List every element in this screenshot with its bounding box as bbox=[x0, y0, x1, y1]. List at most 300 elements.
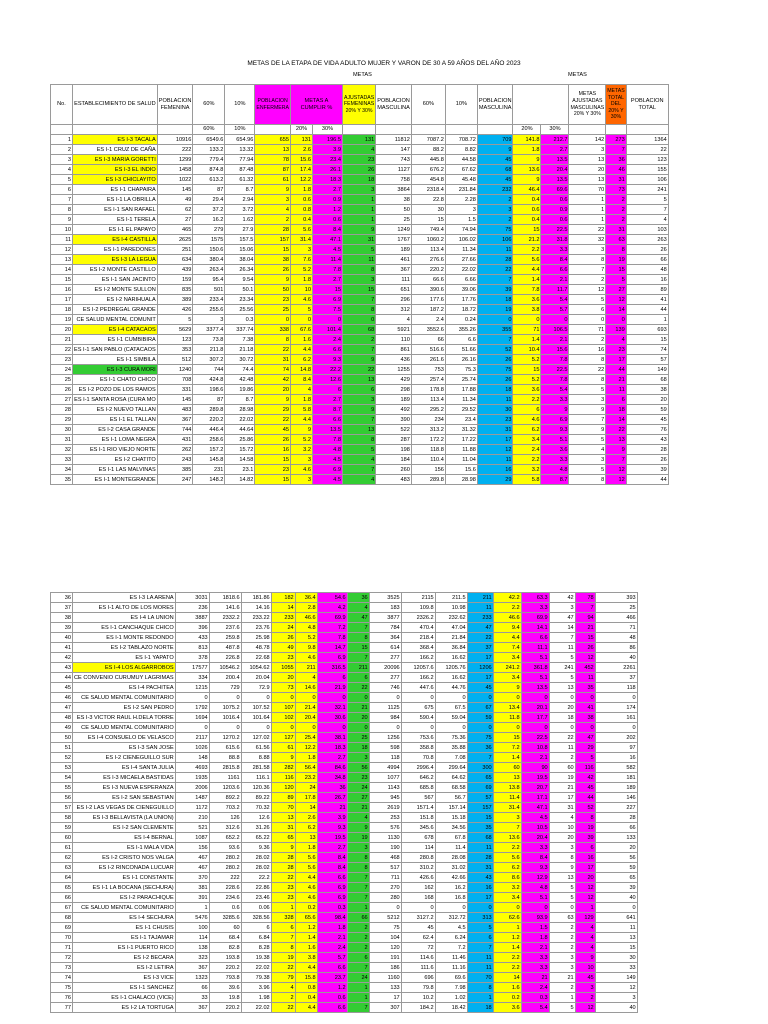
establecimiento-cell: ES I-3 CURA MORI bbox=[73, 365, 158, 375]
table-cell: 79.38 bbox=[241, 973, 271, 983]
table-cell: 3864 bbox=[376, 185, 412, 195]
table-cell: 779.4 bbox=[193, 155, 225, 165]
table-row bbox=[51, 425, 669, 435]
table-cell: 151.8 bbox=[401, 813, 435, 823]
table-cell: 11.4 bbox=[493, 793, 521, 803]
table-cell: 501 bbox=[193, 285, 225, 295]
table-cell: 14.58 bbox=[225, 455, 255, 465]
table-cell: 9.54 bbox=[225, 275, 255, 285]
table-cell: 24 bbox=[51, 365, 73, 375]
table-cell: 749.4 bbox=[411, 225, 445, 235]
table-cell: 675 bbox=[401, 703, 435, 713]
table-cell: 1087 bbox=[175, 833, 209, 843]
table-cell: 0.6 bbox=[312, 215, 342, 225]
table-cell: 289.8 bbox=[411, 475, 445, 485]
table-cell: 37 bbox=[51, 603, 73, 613]
table-cell: 61.56 bbox=[241, 743, 271, 753]
table-row bbox=[51, 275, 669, 285]
table-cell: 1.8 bbox=[295, 753, 317, 763]
table-cell: 228.6 bbox=[209, 883, 241, 893]
table-cell: 46.4 bbox=[513, 185, 541, 195]
table-cell: 2318.4 bbox=[411, 185, 445, 195]
table-cell: 8.6 bbox=[493, 873, 521, 883]
table-cell: 162 bbox=[401, 883, 435, 893]
table-cell: 1 bbox=[347, 903, 369, 913]
table-cell: 4.8 bbox=[295, 623, 317, 633]
table-cell: 6.24 bbox=[435, 933, 467, 943]
table-cell: 231.84 bbox=[445, 185, 477, 195]
table-cell: 6549.6 bbox=[193, 135, 225, 145]
table-cell: 2.7 bbox=[317, 753, 347, 763]
establecimiento-cell: ES I-1 CHUSIS bbox=[73, 923, 176, 933]
table-cell: 8 bbox=[347, 633, 369, 643]
table-cell: 22 bbox=[467, 633, 493, 643]
establecimiento-cell: ES I-2 PARACHIQUE bbox=[73, 893, 176, 903]
table-cell: 31.02 bbox=[435, 863, 467, 873]
establecimiento-cell: ES I-2 SAN SEBASTIAN bbox=[73, 793, 176, 803]
table-cell: 20.4 bbox=[295, 713, 317, 723]
table-cell: 6.9 bbox=[312, 295, 342, 305]
table-cell: 17.22 bbox=[445, 435, 477, 445]
table-cell: 29 bbox=[477, 475, 513, 485]
table-cell: 7 bbox=[342, 415, 375, 425]
table-cell: 13 bbox=[342, 375, 375, 385]
table-cell: 280.2 bbox=[209, 853, 241, 863]
table-cell: 5.6 bbox=[513, 255, 541, 265]
table-cell: 37 bbox=[467, 643, 493, 653]
table-cell: 9.3 bbox=[312, 355, 342, 365]
table-cell: 26 bbox=[255, 265, 291, 275]
establecimiento-cell: ES I-3 TACALA bbox=[73, 135, 158, 145]
table-cell: 111.6 bbox=[401, 963, 435, 973]
table-cell: 22.8 bbox=[411, 195, 445, 205]
table-cell: 7.2 bbox=[317, 623, 347, 633]
table-cell: 2 bbox=[606, 205, 626, 215]
establecimiento-cell: ES I-2 CIENEGUILLO SUR bbox=[73, 753, 176, 763]
table-cell: 364 bbox=[369, 633, 401, 643]
table-cell: 19 bbox=[477, 305, 513, 315]
table-row bbox=[51, 783, 638, 793]
table-cell: 28.08 bbox=[435, 853, 467, 863]
table-cell: 1571.4 bbox=[401, 803, 435, 813]
table-cell: 8.82 bbox=[445, 145, 477, 155]
table-cell: 56 bbox=[51, 793, 73, 803]
table-cell: 259.8 bbox=[209, 633, 241, 643]
table-cell: 6.9 bbox=[317, 883, 347, 893]
table-cell: 17 bbox=[467, 673, 493, 683]
table-cell: 2 bbox=[255, 215, 291, 225]
table-cell: 247 bbox=[157, 475, 193, 485]
table-cell: 300 bbox=[467, 763, 493, 773]
header-pob-on-masc: POBLACION MASCULINA bbox=[477, 85, 513, 125]
table-cell: 15.18 bbox=[435, 813, 467, 823]
table-cell: 59 bbox=[626, 405, 668, 415]
table-cell: 9 bbox=[569, 425, 606, 435]
table-cell: 133 bbox=[595, 833, 637, 843]
table-cell: 33 bbox=[175, 993, 209, 1003]
table-cell: 1160 bbox=[369, 973, 401, 983]
table-cell: 0.4 bbox=[513, 195, 541, 205]
table-cell: 10.5 bbox=[521, 823, 549, 833]
table-cell: 77 bbox=[51, 1003, 73, 1013]
header-establecimiento: ESTABLECIMIENTO DE SALUD bbox=[73, 85, 158, 125]
table-cell: 18 bbox=[347, 743, 369, 753]
table-cell: 2 bbox=[477, 215, 513, 225]
table-cell: 21 bbox=[317, 803, 347, 813]
table-cell: 492 bbox=[376, 405, 412, 415]
table-cell: 7.8 bbox=[541, 375, 569, 385]
table-cell: 60 bbox=[51, 833, 73, 843]
table-cell: 1 bbox=[271, 903, 295, 913]
table-cell: 120.36 bbox=[241, 783, 271, 793]
table-cell: 6.2 bbox=[295, 823, 317, 833]
table-cell: 22 bbox=[271, 963, 295, 973]
table-cell: 146 bbox=[595, 793, 637, 803]
table-cell: 19 bbox=[549, 773, 575, 783]
table-cell: 74 bbox=[626, 345, 668, 355]
establecimiento-cell: ES I-1 CRUZ DE CAÑA bbox=[73, 145, 158, 155]
establecimiento-cell: ES I-1 CHATO CHICO bbox=[73, 375, 158, 385]
table-cell: 312 bbox=[376, 305, 412, 315]
table-cell: 63 bbox=[549, 913, 575, 923]
table-cell: 9 bbox=[271, 843, 295, 853]
table-cell: 25.56 bbox=[225, 305, 255, 315]
table-cell: 470.4 bbox=[401, 623, 435, 633]
table-cell: 758 bbox=[376, 175, 412, 185]
table-cell: 4.5 bbox=[521, 813, 549, 823]
table-cell: 452 bbox=[575, 663, 595, 673]
establecimiento-cell: ES I-2 LA TORTUGA bbox=[73, 1003, 176, 1013]
table-cell: 0 bbox=[342, 315, 375, 325]
table-cell: 29 bbox=[575, 743, 595, 753]
table-cell: 218.4 bbox=[401, 633, 435, 643]
table-cell: 22 bbox=[347, 683, 369, 693]
header-60b: 60% bbox=[411, 85, 445, 125]
table-cell: 0 bbox=[369, 723, 401, 733]
table-cell: 41 bbox=[575, 703, 595, 713]
table-cell: 44 bbox=[606, 365, 626, 375]
table-cell: 123 bbox=[626, 155, 668, 165]
table-cell: 15 bbox=[255, 455, 291, 465]
establecimiento-cell: CE CONVENIO CURUMUY LAGRIMAS bbox=[74, 674, 174, 681]
table-cell: 9 bbox=[541, 405, 569, 415]
table-cell: 4.5 bbox=[312, 455, 342, 465]
table-cell: 454.8 bbox=[411, 175, 445, 185]
table-row bbox=[51, 813, 638, 823]
table-cell: 0.4 bbox=[295, 993, 317, 1003]
table-cell: 52 bbox=[575, 803, 595, 813]
table-cell: 23.4 bbox=[445, 415, 477, 425]
table-cell: 38 bbox=[575, 713, 595, 723]
establecimiento-cell: ES I-3 EL INDIO bbox=[73, 165, 158, 175]
table-cell: 4.6 bbox=[513, 415, 541, 425]
table-cell: 57 bbox=[626, 355, 668, 365]
table-cell: 39.06 bbox=[445, 285, 477, 295]
table-cell: 17577 bbox=[175, 663, 209, 673]
table-cell: 40 bbox=[595, 1003, 637, 1013]
table-cell: 2 bbox=[549, 943, 575, 953]
table-cell: 30.6 bbox=[317, 713, 347, 723]
table-cell: 182 bbox=[271, 593, 295, 603]
table-row bbox=[51, 983, 638, 993]
table-cell: 2.7 bbox=[312, 185, 342, 195]
table-cell: 1054.62 bbox=[241, 663, 271, 673]
table-cell: 68.4 bbox=[209, 933, 241, 943]
table-cell: 148 bbox=[175, 753, 209, 763]
table-cell: 0 bbox=[271, 723, 295, 733]
table-cell: 711 bbox=[369, 873, 401, 883]
table-row bbox=[51, 633, 638, 643]
table-row bbox=[51, 345, 669, 355]
table-cell: 298 bbox=[376, 385, 412, 395]
establecimiento-cell: ES I-1 CHAPAIRA bbox=[73, 185, 158, 195]
table-cell: 0 bbox=[521, 693, 549, 703]
table-cell: 353 bbox=[157, 345, 193, 355]
table-cell: 39 bbox=[51, 623, 73, 633]
table-cell: 21 bbox=[347, 803, 369, 813]
table-cell: 67.8 bbox=[435, 833, 467, 843]
table-cell: 0 bbox=[209, 693, 241, 703]
table-cell: 87 bbox=[193, 185, 225, 195]
table-cell: 63.3 bbox=[521, 593, 549, 603]
table-cell: 15 bbox=[606, 265, 626, 275]
table-cell: 0.6 bbox=[541, 195, 569, 205]
table-cell: 3.3 bbox=[521, 953, 549, 963]
table-cell: 2 bbox=[347, 923, 369, 933]
table-cell: 161 bbox=[595, 713, 637, 723]
table-cell: 16 bbox=[626, 275, 668, 285]
table-cell: 396 bbox=[175, 623, 209, 633]
table-cell: 261.6 bbox=[411, 355, 445, 365]
table-row bbox=[51, 415, 669, 425]
table-cell: 7 bbox=[606, 455, 626, 465]
table-cell: 312.6 bbox=[209, 823, 241, 833]
table-cell: 20.1 bbox=[521, 703, 549, 713]
header-60: 60% bbox=[193, 85, 225, 125]
table-cell: 4.4 bbox=[513, 265, 541, 275]
table-cell: 334 bbox=[175, 673, 209, 683]
table-cell: 355 bbox=[477, 325, 513, 335]
table-cell: 63 bbox=[51, 863, 73, 873]
table-cell: 7.2 bbox=[435, 943, 467, 953]
table-cell: 16 bbox=[575, 853, 595, 863]
table-cell: 2.6 bbox=[295, 813, 317, 823]
table-cell: 1249 bbox=[376, 225, 412, 235]
table-cell: 0.4 bbox=[290, 215, 312, 225]
table-cell: 10 bbox=[549, 823, 575, 833]
table-cell: 15 bbox=[626, 335, 668, 345]
table-cell: 69.9 bbox=[521, 613, 549, 623]
table-cell: 76 bbox=[51, 993, 73, 1003]
table-cell: 391 bbox=[175, 893, 209, 903]
table-cell: 74.94 bbox=[445, 225, 477, 235]
table-cell: 116 bbox=[271, 773, 295, 783]
table-cell: 5.2 bbox=[290, 435, 312, 445]
table-cell: 16.62 bbox=[435, 653, 467, 663]
table-cell: 1 bbox=[347, 993, 369, 1003]
table-cell: 34 bbox=[51, 465, 73, 475]
table-cell: 2996.4 bbox=[401, 763, 435, 773]
table-cell: 3 bbox=[290, 475, 312, 485]
table-cell: 0 bbox=[255, 315, 291, 325]
table-cell: 220.2 bbox=[193, 415, 225, 425]
sub-60: 60% bbox=[193, 125, 225, 135]
table-cell: 141.8 bbox=[513, 135, 541, 145]
table-cell: 100 bbox=[175, 923, 209, 933]
table-cell: 156 bbox=[411, 465, 445, 475]
table-row bbox=[51, 405, 669, 415]
table-cell: 9 bbox=[342, 355, 375, 365]
table-cell: 95.4 bbox=[193, 275, 225, 285]
table-cell: 23.34 bbox=[225, 295, 255, 305]
table-cell: 1125 bbox=[369, 703, 401, 713]
table-cell: 34.56 bbox=[435, 823, 467, 833]
table-cell: 4.8 bbox=[521, 883, 549, 893]
table-cell: 5.7 bbox=[317, 953, 347, 963]
table-cell: 3 bbox=[493, 813, 521, 823]
table-cell: 233.22 bbox=[241, 613, 271, 623]
table-cell: 26 bbox=[626, 245, 668, 255]
table-cell: 6.6 bbox=[317, 1003, 347, 1013]
table-cell: 22.2 bbox=[312, 365, 342, 375]
table-cell: 0 bbox=[175, 693, 209, 703]
table-cell: 1.6 bbox=[493, 983, 521, 993]
table-cell: 307 bbox=[369, 1003, 401, 1013]
table-cell: 1255 bbox=[376, 365, 412, 375]
table-cell: 39 bbox=[626, 465, 668, 475]
table-cell: 3 bbox=[569, 245, 606, 255]
table-cell: 4.4 bbox=[493, 633, 521, 643]
table-cell: 8.4 bbox=[290, 375, 312, 385]
table-cell: 426 bbox=[157, 305, 193, 315]
table-cell: 2 bbox=[342, 335, 375, 345]
table-cell: 1 bbox=[569, 215, 606, 225]
table-cell: 1487 bbox=[175, 793, 209, 803]
table-cell: 2.8 bbox=[295, 603, 317, 613]
table-row bbox=[51, 913, 638, 923]
establecimiento-cell: ES I-2 NUEVO TALLAN bbox=[73, 405, 158, 415]
table-cell: 26 bbox=[342, 165, 375, 175]
table-row bbox=[51, 973, 638, 983]
table-cell: 16.2 bbox=[193, 215, 225, 225]
table-cell: 3 bbox=[569, 455, 606, 465]
table-cell: 15.6 bbox=[541, 345, 569, 355]
table-cell: 33 bbox=[595, 963, 637, 973]
table-cell: 3.4 bbox=[493, 653, 521, 663]
table-cell: 30 bbox=[595, 953, 637, 963]
table-cell: 17 bbox=[467, 653, 493, 663]
table-cell: 522 bbox=[376, 425, 412, 435]
establecimiento-cell: ES I-2 POZO DE LOS RAMOS bbox=[73, 385, 158, 395]
table-cell: 1.62 bbox=[225, 215, 255, 225]
table-cell: 3.2 bbox=[493, 883, 521, 893]
sub-30: 30% bbox=[312, 125, 342, 135]
table-cell: 582 bbox=[595, 763, 637, 773]
table-cell: 0 bbox=[606, 315, 626, 325]
table-cell: 1.4 bbox=[493, 753, 521, 763]
table-cell: 23.46 bbox=[241, 893, 271, 903]
table-cell: 3.8 bbox=[295, 953, 317, 963]
table-cell: 48 bbox=[626, 265, 668, 275]
table-cell: 28.02 bbox=[241, 863, 271, 873]
table-cell: 31.26 bbox=[241, 823, 271, 833]
table-cell: 17 bbox=[369, 993, 401, 1003]
table-cell: 2.6 bbox=[290, 145, 312, 155]
establecimiento-cell: ES I-3 SAN JOSE bbox=[73, 743, 176, 753]
table-cell: 26 bbox=[626, 455, 668, 465]
table-cell: 2 bbox=[271, 993, 295, 1003]
table-cell: 43 bbox=[467, 873, 493, 883]
table-cell: 2326.2 bbox=[401, 613, 435, 623]
table-cell: 1240 bbox=[157, 365, 193, 375]
table-cell: 45 bbox=[626, 415, 668, 425]
table-cell: 27 bbox=[606, 285, 626, 295]
table-cell: 15 bbox=[575, 633, 595, 643]
table-cell: 1161 bbox=[209, 773, 241, 783]
table-cell: 72 bbox=[401, 943, 435, 953]
table-cell: 289.8 bbox=[193, 405, 225, 415]
table-cell: 7 bbox=[347, 1003, 369, 1013]
table-cell: 5.4 bbox=[541, 295, 569, 305]
header-pob-masc: POBLACION MASCULINA bbox=[376, 85, 412, 125]
table-cell: 21 bbox=[575, 623, 595, 633]
table-cell: 106.02 bbox=[445, 235, 477, 245]
table-cell: 15 bbox=[342, 285, 375, 295]
table-cell: 36.84 bbox=[435, 643, 467, 653]
table-cell: 8 bbox=[569, 475, 606, 485]
table-cell: 39 bbox=[575, 833, 595, 843]
establecimiento-cell: ES I-1 RIO VIEJO NORTE bbox=[73, 445, 158, 455]
table-cell: 75.3 bbox=[445, 365, 477, 375]
table-cell: 87.48 bbox=[225, 165, 255, 175]
table-cell: 6 bbox=[575, 843, 595, 853]
table-cell: 22 bbox=[271, 873, 295, 883]
table-cell: 73 bbox=[51, 963, 73, 973]
table-cell: 16 bbox=[51, 285, 73, 295]
table-cell: 0 bbox=[401, 693, 435, 703]
table-cell: 145.8 bbox=[193, 455, 225, 465]
table-cell: 0.3 bbox=[521, 993, 549, 1003]
table-cell: 5.7 bbox=[541, 305, 569, 315]
table-cell: 3 bbox=[347, 753, 369, 763]
table-cell: 8.7 bbox=[225, 395, 255, 405]
table-cell: 9 bbox=[575, 953, 595, 963]
table-cell: 11.7 bbox=[541, 285, 569, 295]
table-cell: 9.3 bbox=[521, 863, 549, 873]
table-cell: 467 bbox=[175, 863, 209, 873]
table-cell: 4 bbox=[51, 165, 73, 175]
table-cell: 64 bbox=[51, 873, 73, 883]
table-cell: 945 bbox=[369, 793, 401, 803]
table-cell: 17 bbox=[549, 793, 575, 803]
table-cell: 3 bbox=[549, 603, 575, 613]
table-cell: 190 bbox=[369, 843, 401, 853]
table-cell: 9 bbox=[477, 145, 513, 155]
table-cell: 3127.2 bbox=[401, 913, 435, 923]
table-cell: 378 bbox=[175, 653, 209, 663]
establecimiento-cell: ES I-3 CHICLAYITO bbox=[73, 175, 158, 185]
table-cell: 78 bbox=[575, 593, 595, 603]
table-cell: 0.9 bbox=[541, 205, 569, 215]
establecimiento-cell: ES I-2 TABLAZO NORTE bbox=[73, 643, 176, 653]
table-cell: 8.4 bbox=[317, 853, 347, 863]
table-cell: 2815.8 bbox=[209, 763, 241, 773]
table-cell: 4 bbox=[342, 145, 375, 155]
table-cell: 3525 bbox=[369, 593, 401, 603]
table-cell: 46.6 bbox=[493, 613, 521, 623]
table-cell: 31.4 bbox=[493, 803, 521, 813]
table-cell: 9 bbox=[513, 155, 541, 165]
